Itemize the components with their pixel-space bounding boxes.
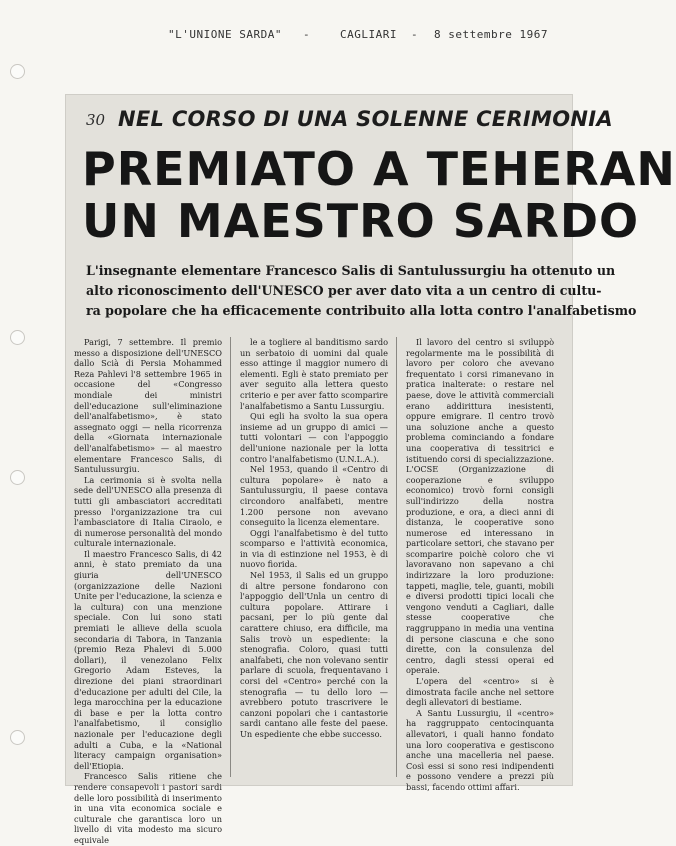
separator: - (303, 28, 311, 41)
headline-line-1: PREMIATO A TEHERAN (82, 142, 676, 196)
column-divider (230, 337, 231, 777)
punch-hole (10, 730, 25, 745)
column-divider (396, 337, 397, 777)
paragraph: Nel 1953, quando il «Centro di cultura popolare» è nato a Santulussurgiu, il paese contava circondoro analfabeti, mentre 1.200 persone non avevano conseguito la licenza elementare. (240, 464, 388, 528)
article-column-2 (240, 337, 388, 740)
headline-line-2: UN MAESTRO SARDO (82, 194, 640, 248)
paragraph: La cerimonia si è svolta nella sede dell'UNESCO alla presenza di tutti gli ambasciatori accreditati presso l'organizzazione tra cui l'ambasciatore di Italia Ciraolo, e di numerose personalità del mondo culturale internazionale. (74, 474, 222, 549)
separator: - (411, 28, 419, 41)
newspaper-name: "L'UNIONE SARDA" (168, 28, 282, 41)
punch-hole (10, 470, 25, 485)
punch-hole (10, 64, 25, 79)
paragraph: le a togliere al banditismo sardo un serbatoio di uomini dal quale esso attinge il maggior numero di elementi. Egli è stato premiato per aver seguito alla lettera questo criterio e per aver fatto scomparire l'analfabetismo a Santu Lussurgiu. (240, 337, 388, 411)
kicker: NEL CORSO DI UNA SOLENNE CERIMONIA (118, 107, 613, 131)
paragraph: Francesco Salis ritiene che rendere consapevoli i pastori sardi delle loro possibilità di inserimento in una vita economica sociale e culturale che garantisca loro un livello di vita modesto ma sicuro equivale (74, 771, 222, 845)
punch-hole (10, 330, 25, 345)
newspaper-clipping (66, 95, 676, 845)
paragraph: Nel 1953, il Salis ed un gruppo di altre persone fondarono con l'appoggio dell'Unla un centro di cultura popolare. Attirare i pacsani, per lo più gente dal carattere chiuso, era difficile, ma Salis trovò un espediente: la stenografia. Coloro, quasi tutti analfabeti, che non volevano sentir parlare di scuola, frequentavano i corsi del «Centro» perché con la stenografia — tu dello loro — avrebbero potuto trascrivere le canzoni popolari che i cantastorie sardi cantano alle feste del paese. Un espediente che ebbe successo. (240, 570, 388, 739)
kicker-row (66, 105, 613, 135)
paragraph: A Santu Lussurgiu, il «centro» ha raggruppato centocinquanta allevatori, i quali hanno fondato una loro cooperativa e gestiscono anche una macelleria nel paese. Così essi si sono resi indipendenti e possono vendere a prezzi più bassi, facendo ottimi affari. (406, 707, 554, 792)
subheadline-line: alto riconoscimento dell'UNESCO per aver dato vita a un centro di cultu- (86, 283, 602, 298)
paragraph: Oggi l'analfabetismo è del tutto scomparso e l'attività economica, in via di estinzione nel 1953, è di nuovo fiorida. (240, 527, 388, 570)
subheadline (86, 261, 637, 321)
paragraph: Parigi, 7 settembre. Il premio messo a disposizione dell'UNESCO dallo Scià di Persia Mohammed Reza Pahlevi l'8 settembre 1965 in occasione del «Congresso mondiale dei ministri dell'educazione sull'eliminazione dell'analfabetismo», è stato assegnato oggi — nella ricorrenza della «Giornata internazionale dell'analfabetismo» — al maestro elementare Francesco Salis, di Santulussurgiu. (74, 337, 222, 475)
article-column-3 (406, 337, 554, 793)
city-name: CAGLIARI (340, 28, 397, 41)
paragraph: Il lavoro del centro si sviluppò regolarmente ma le possibilità di lavoro per coloro che avevano frequentato i corsi rimanevano in pratica inalterate: o restare nel paese, dove le attività commerciali erano addirittura inesistenti, oppure emigrare. Il centro trovò una soluzione anche a questo problema cominciando a fondare una cooperativa di tessitrici e istituendo corsi di specializzazione. L'OCSE (Organizzazione di cooperazione e sviluppo economico) trovò forni consigli sull'indirizzo della nostra produzione, e ora, a dieci anni di distanza, le cooperative sono numerose ed interessano in particolare settori, che stavano per scomparire poichè coloro che vi lavoravano non sapevano a chi indirizzare la loro produzione: tappeti, maglie, tele, guanti, mobili e diversi prodotti tipici locali che vengono venduti a Cagliari, dalle stesse cooperative che raggruppano in media una ventina di persone ciascuna e che sono dirette, con la consulenza del centro, dagli stessi operai ed operaie. (406, 337, 554, 676)
subheadline-line: ra popolare che ha efficacemente contribuito alla lotta contro l'analfabetismo (86, 303, 637, 318)
paragraph: Il maestro Francesco Salis, di 42 anni, è stato premiato da una giuria dell'UNESCO (organizzazione delle Nazioni Unite per l'educazione, la scienza e la cultura) con una menzione speciale. Con lui sono stati premiati le allieve della scuola secondaria di Tabora, in Tanzania (premio Reza Phalevi di 5.000 dollari), il venezolano Felix Gregorio Adam Esteves, la direzione dei piani straordinari d'educazione per adulti del Cile, la lega marocchina per la educazione di base e per la lotta contro l'analfabetismo, il consiglio nazionale per l'educazione degli adulti a Cuba, e la «National literacy campaign organisation» dell'Etiopia. (74, 548, 222, 771)
publication-date: 8 settembre 1967 (434, 28, 548, 41)
article-column-1 (74, 337, 222, 846)
subheadline-line: L'insegnante elementare Francesco Salis di Santulussurgiu ha ottenuto un (86, 263, 616, 278)
handwritten-mark: 30 (86, 111, 106, 129)
paragraph: Qui egli ha svolto la sua opera insieme ad un gruppo di amici — tutti volontari — con l'appoggio dell'unione nazionale per la lotta contro l'analfabetismo (U.N.L.A.). (240, 411, 388, 464)
paragraph: L'opera del «centro» si è dimostrata facile anche nel settore degli allevatori di bestiame. (406, 676, 554, 708)
